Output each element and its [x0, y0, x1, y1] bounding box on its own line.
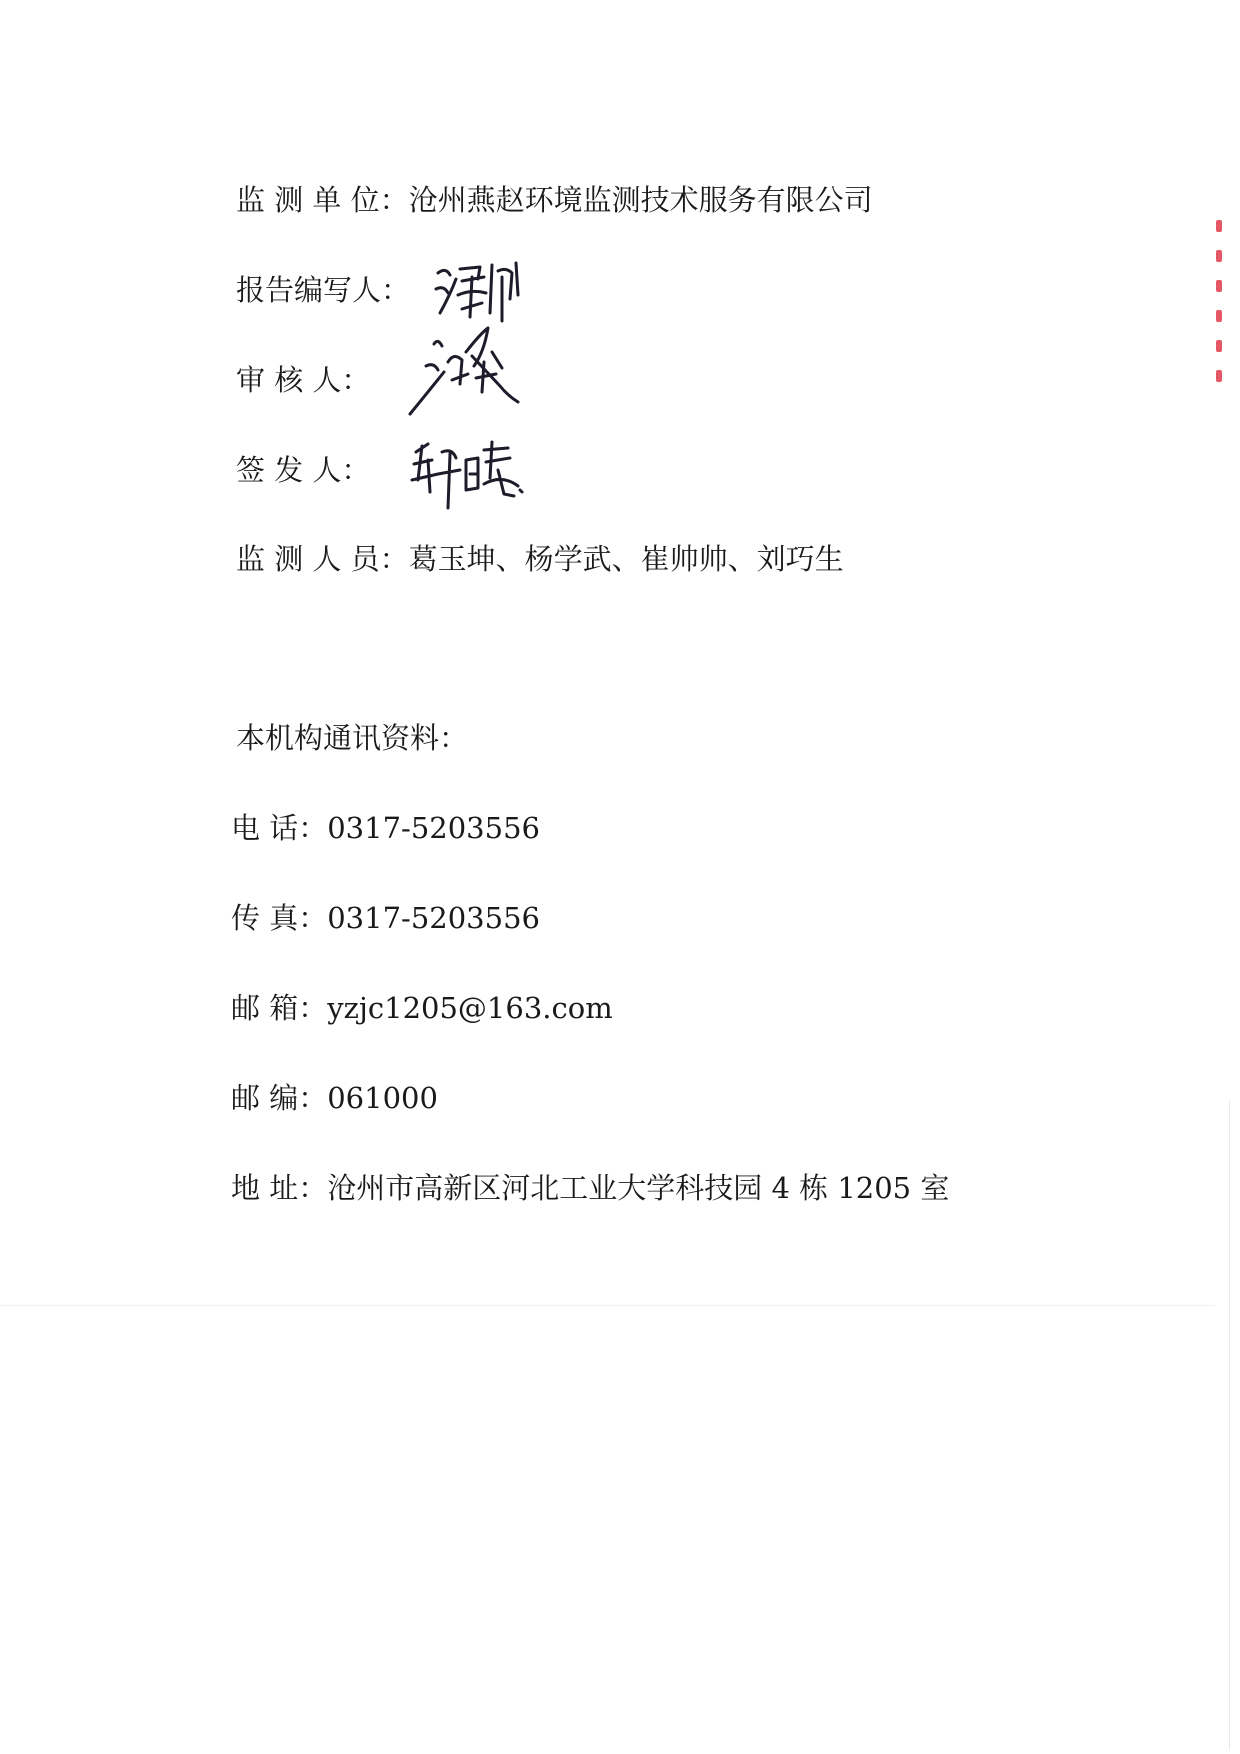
postcode-label: 邮 编：: [231, 1081, 328, 1115]
fax-label: 传 真：: [231, 901, 328, 935]
postcode-value: 061000: [327, 1081, 438, 1115]
phone-row: [231, 810, 540, 846]
scan-edge-line: [1229, 1100, 1230, 1750]
issuer-signature: [408, 430, 533, 515]
seal-edge-mark: [1216, 220, 1226, 420]
report-writer-row: [236, 272, 410, 308]
monitoring-unit-value: 沧州燕赵环境监测技术服务有限公司: [408, 183, 873, 217]
address-label: 地 址：: [231, 1171, 328, 1205]
issuer-row: [236, 452, 370, 488]
email-label: 邮 箱：: [231, 991, 328, 1025]
email-value: yzjc1205@163.com: [327, 991, 613, 1025]
report-writer-label: 报告编写人：: [236, 273, 411, 307]
page-fold-line: [0, 1305, 1215, 1306]
issuer-label: 签 发 人：: [236, 453, 371, 487]
monitoring-staff-label: 监 测 人 员：: [236, 542, 409, 576]
address-value: 沧州市高新区河北工业大学科技园 4 栋 1205 室: [327, 1171, 950, 1205]
reviewer-label: 审 核 人：: [236, 363, 371, 397]
fax-value: 0317-5203556: [327, 901, 540, 935]
report-writer-signature: [432, 255, 527, 327]
monitoring-unit-label: 监 测 单 位：: [236, 183, 409, 217]
monitoring-staff-row: [236, 541, 844, 577]
monitoring-unit-row: [236, 182, 873, 218]
phone-value: 0317-5203556: [327, 811, 540, 845]
reviewer-row: [236, 362, 370, 398]
address-row: [231, 1170, 949, 1206]
email-row: [231, 990, 613, 1026]
phone-label: 电 话：: [231, 811, 328, 845]
contact-heading: [236, 720, 468, 756]
postcode-row: [231, 1080, 438, 1116]
monitoring-staff-value: 葛玉坤、杨学武、崔帅帅、刘巧生: [408, 542, 844, 576]
reviewer-signature: [404, 322, 524, 422]
fax-row: [231, 900, 540, 936]
contact-heading-text: 本机构通讯资料：: [236, 721, 469, 755]
